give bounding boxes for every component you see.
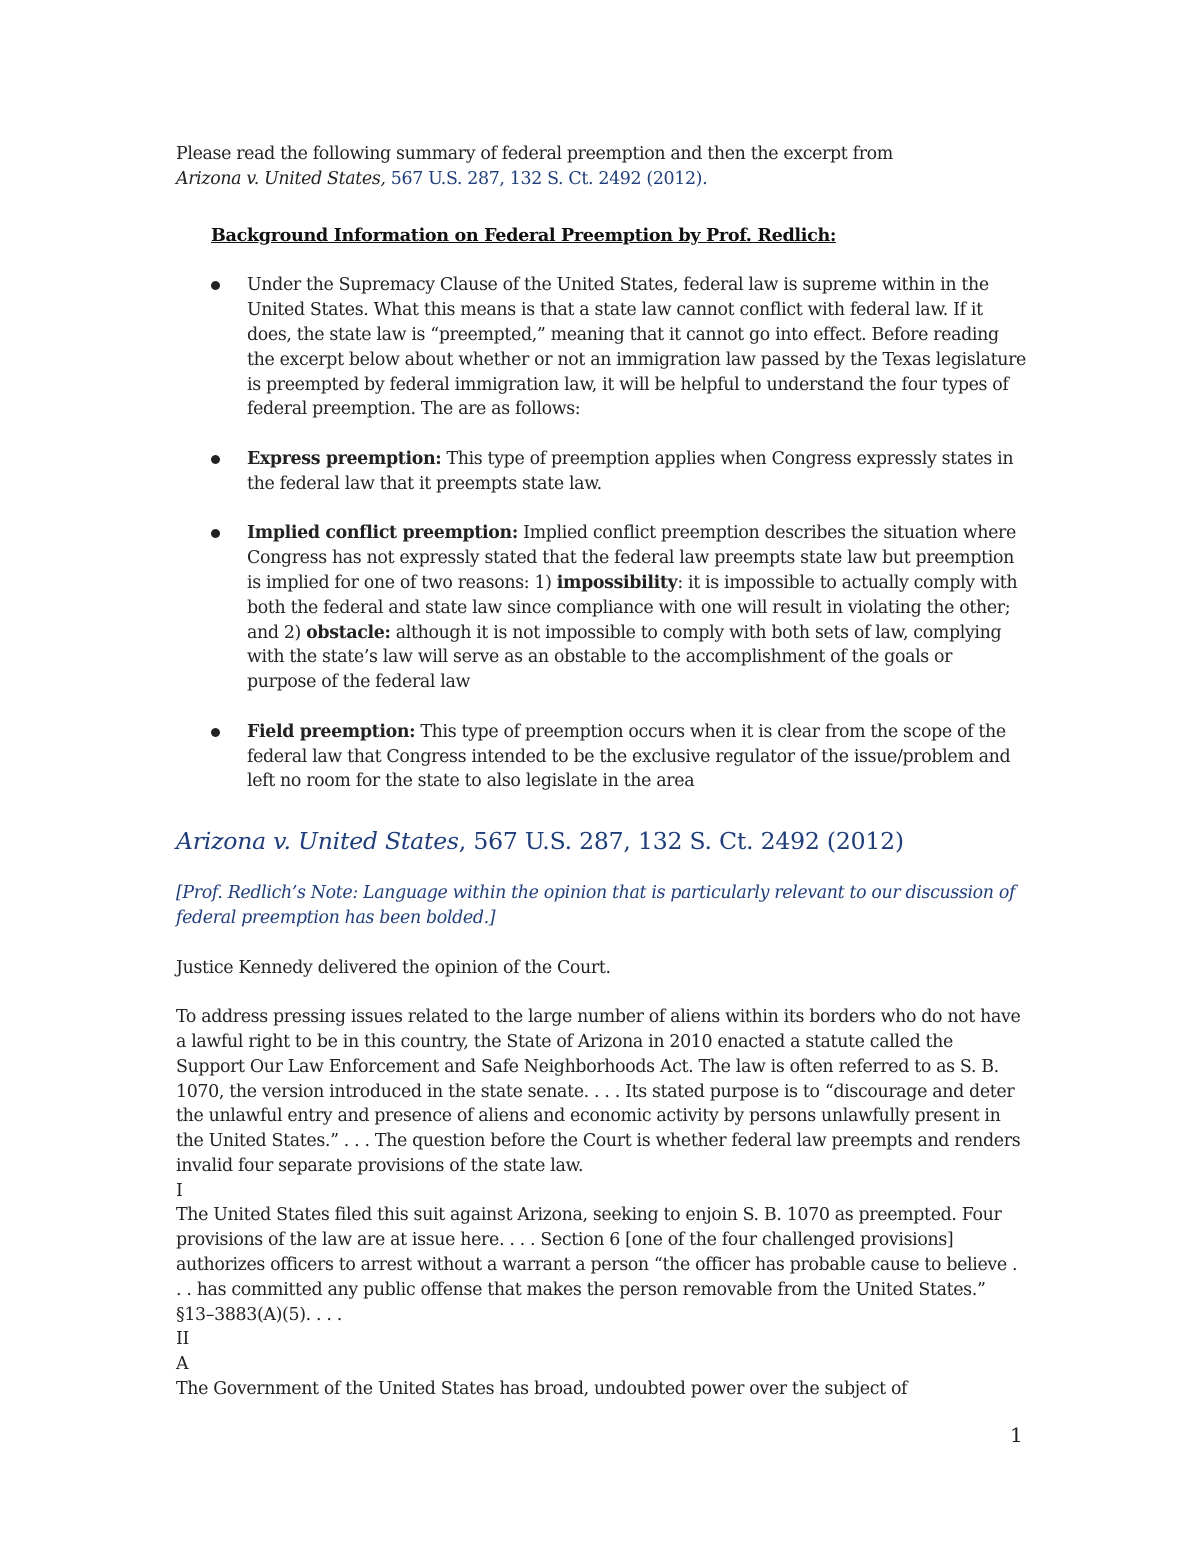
bullet-dot-icon xyxy=(211,529,220,538)
bullet-dot-icon xyxy=(211,281,220,290)
intro-lead: Please read the following summary of federal preemption and then the excerpt from xyxy=(176,144,893,164)
bullet-implied-conflict-preemption xyxy=(176,521,1026,695)
section-heading-ii: II xyxy=(176,1329,190,1350)
opinion-paragraph-2: The United States filed this suit against Arizona, seeking to enjoin S. B. 1070 as preempted. Four provisions of the law are at issue here. . . . Section 6 [one of the four challenged provisions] authorizes officers to arrest without a warrant a person “the officer has probable cause to believe . . . has committed any public offense that makes the person removable from the United States.” §13–3883(A)(5). . . . xyxy=(176,1205,1018,1325)
bullet-term: Field preemption: xyxy=(247,721,416,742)
bullet-dot-icon xyxy=(211,728,220,737)
case-title xyxy=(176,826,1026,856)
background-heading-text: Background Information on Federal Preemption by Prof. Redlich xyxy=(211,224,830,246)
opinion-delivered: Justice Kennedy delivered the opinion of the Court. xyxy=(176,957,611,978)
bullet-express-preemption xyxy=(176,447,1026,497)
bullet-text: : it is impossible to actually comply with both the federal and state law since compliance with one will result in violating the other; and 2) xyxy=(247,572,1018,643)
document-page xyxy=(176,142,1026,1402)
bullet-text: Implied conflict preemption describes the situation where Congress has not expressly stated that the federal law preempts state law but preemption is implied for one of two reasons: 1) xyxy=(247,523,1016,593)
editor-note: [Prof. Redlich’s Note: Language within the opinion that is particularly relevant to our discussion of federal preemption has been bolded.] xyxy=(176,883,1016,928)
bullet-supremacy-clause xyxy=(176,273,1026,422)
bullet-dot-icon xyxy=(211,455,220,464)
section-heading-i: I xyxy=(176,1180,183,1201)
bullet-text: Under the Supremacy Clause of the United States, federal law is supreme within in the United States. What this means is that a state law cannot conflict with federal law. If it does, the state law is “preempted,” meaning that it cannot go into effect. Before reading the excerpt below about whether or not an immigration law passed by the Texas legislature is preempted by federal immigration law, it will be helpful to understand the four types of federal preemption. The are as follows: xyxy=(247,275,1026,420)
page-number: 1 xyxy=(1010,1423,1023,1447)
bullet-text: This type of preemption occurs when it is clear from the scope of the federal law that Congress intended to be the exclusive regulator of the issue/problem and left no room for the state to also legislate in the area xyxy=(247,721,1011,792)
bullet-text: This type of preemption applies when Congress expressly states in the federal law that it preempts state law. xyxy=(247,448,1014,494)
background-heading xyxy=(211,224,1026,249)
intro-case-cite: 567 U.S. 287, 132 S. Ct. 2492 (2012). xyxy=(385,168,708,189)
bullet-term: Implied conflict preemption: xyxy=(247,523,518,544)
case-title-name: Arizona v. United States xyxy=(176,827,459,856)
opinion-paragraph-1: To address pressing issues related to the large number of aliens within its borders who do not have a lawful right to be in this country, the State of Arizona in 2010 enacted a statute called the Support Our Law Enforcement and Safe Neighborhoods Act. The law is often referred to as S. B. 1070, the version introduced in the state senate. . . . Its stated purpose is to “discourage and deter the unlawful entry and presence of aliens and economic activity by persons unlawfully present in the United States.” . . . The question before the Court is whether federal law preempts and renders invalid four separate provisions of the state law. xyxy=(176,1007,1021,1176)
intro-case-name: Arizona v. United States, xyxy=(176,168,386,189)
background-heading-colon: : xyxy=(829,224,837,246)
case-title-cite: , 567 U.S. 287, 132 S. Ct. 2492 (2012) xyxy=(458,827,904,856)
intro-paragraph xyxy=(176,142,1026,192)
bullet-field-preemption xyxy=(176,720,1026,794)
section-heading-ii-a: A xyxy=(176,1354,189,1375)
bullet-bold-impossibility: impossibility xyxy=(556,572,678,593)
opinion-paragraph-3: The Government of the United States has broad, undoubted power over the subject of xyxy=(176,1379,908,1400)
bullet-text: although it is not impossible to comply with both sets of law, complying with the state’s law will serve as an obstable to the accomplishment of the goals or purpose of the federal law xyxy=(247,622,1002,693)
bullet-bold-obstacle: obstacle: xyxy=(306,622,391,643)
preemption-bullet-list xyxy=(176,273,1026,794)
bullet-term: Express preemption: xyxy=(247,448,442,469)
